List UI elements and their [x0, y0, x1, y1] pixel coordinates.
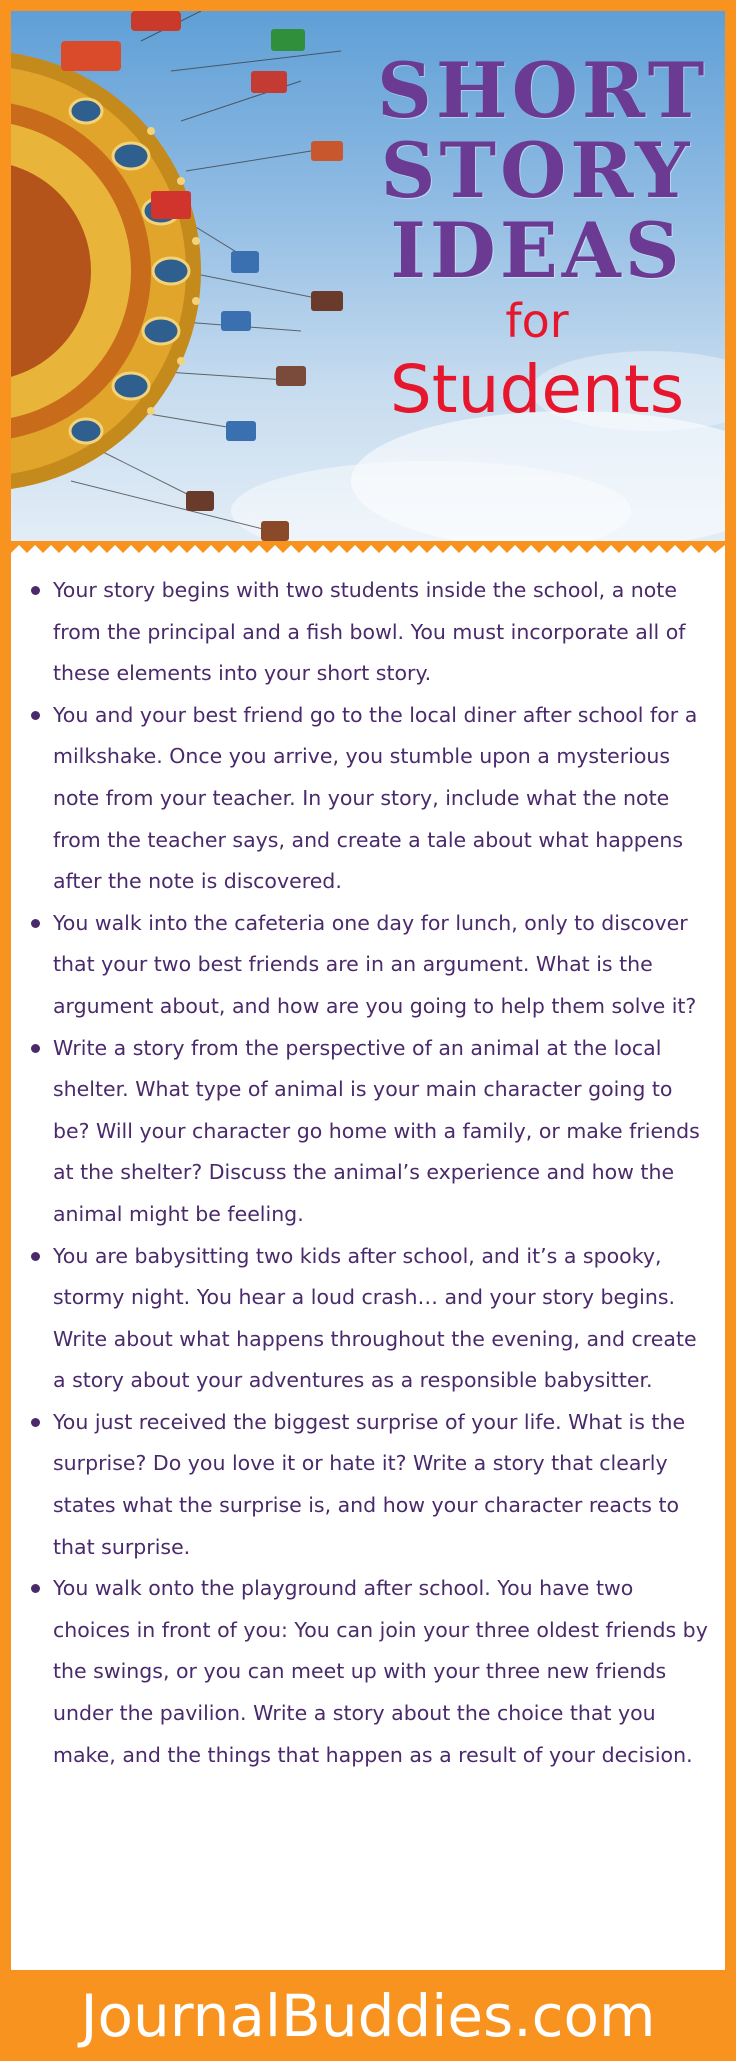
idea-text: You walk onto the playground after school. You have two choices in front of you: You can join your three oldest friends by the swings, or you can meet up with your three new friends under the pavilion. Write a story about the choice that you make, and the things that happen as a result of your decision. [53, 1576, 708, 1767]
bullet-icon [31, 1044, 40, 1053]
bullet-icon [31, 1252, 40, 1261]
ideas-list [11, 560, 725, 1776]
list-item [53, 1236, 709, 1402]
list-item [53, 1568, 709, 1776]
title-line-3: IDEAS [390, 206, 684, 295]
bullet-icon [31, 1418, 40, 1427]
bullet-icon [31, 711, 40, 720]
ideas-panel [11, 560, 725, 1970]
idea-text: You and your best friend go to the local diner after school for a milkshake. Once you arrive, you stumble upon a mysterious note from your teacher. In your story, include what the note from the teacher says, and create a tale about what happens after the note is discovered. [53, 702, 698, 894]
brand-footer: JournalBuddies.com [80, 1982, 656, 2050]
list-item [53, 1028, 709, 1236]
list-item [53, 570, 709, 695]
title-line-1: SHORT [377, 46, 709, 135]
list-item [53, 1402, 709, 1568]
title-block [377, 46, 709, 429]
list-item [53, 903, 709, 1028]
title-line-2: STORY [380, 126, 694, 215]
title-students: Students [389, 351, 685, 428]
idea-text: You just received the biggest surprise of your life. What is the surprise? Do you love it or hate it? Write a story that clearly states what the surprise is, and how your character reacts to that surprise. [53, 1409, 686, 1559]
title-for: for [505, 294, 569, 348]
idea-text: You are babysitting two kids after school, and it’s a spooky, stormy night. You hear a loud crash… and your story begins. Write about what happens throughout the evening, and create a story about your adventures as a responsible babysitter. [53, 1243, 697, 1393]
list-item [53, 695, 709, 903]
idea-text: You walk into the cafeteria one day for lunch, only to discover that your two best friends are in an argument. What is the argument about, and how are you going to help them solve it? [53, 910, 697, 1018]
bullet-icon [31, 586, 40, 595]
idea-text: Write a story from the perspective of an animal at the local shelter. What type of animal is your main character going to be? Will your character go home with a family, or make friends at the shelter? Discuss the animal’s experience and how the animal might be feeling. [53, 1035, 700, 1226]
bullet-icon [31, 919, 40, 928]
idea-text: Your story begins with two students inside the school, a note from the principal and a fish bowl. You must incorporate all of these elements into your short story. [53, 578, 686, 686]
bullet-icon [31, 1584, 40, 1593]
header-image [11, 11, 725, 551]
